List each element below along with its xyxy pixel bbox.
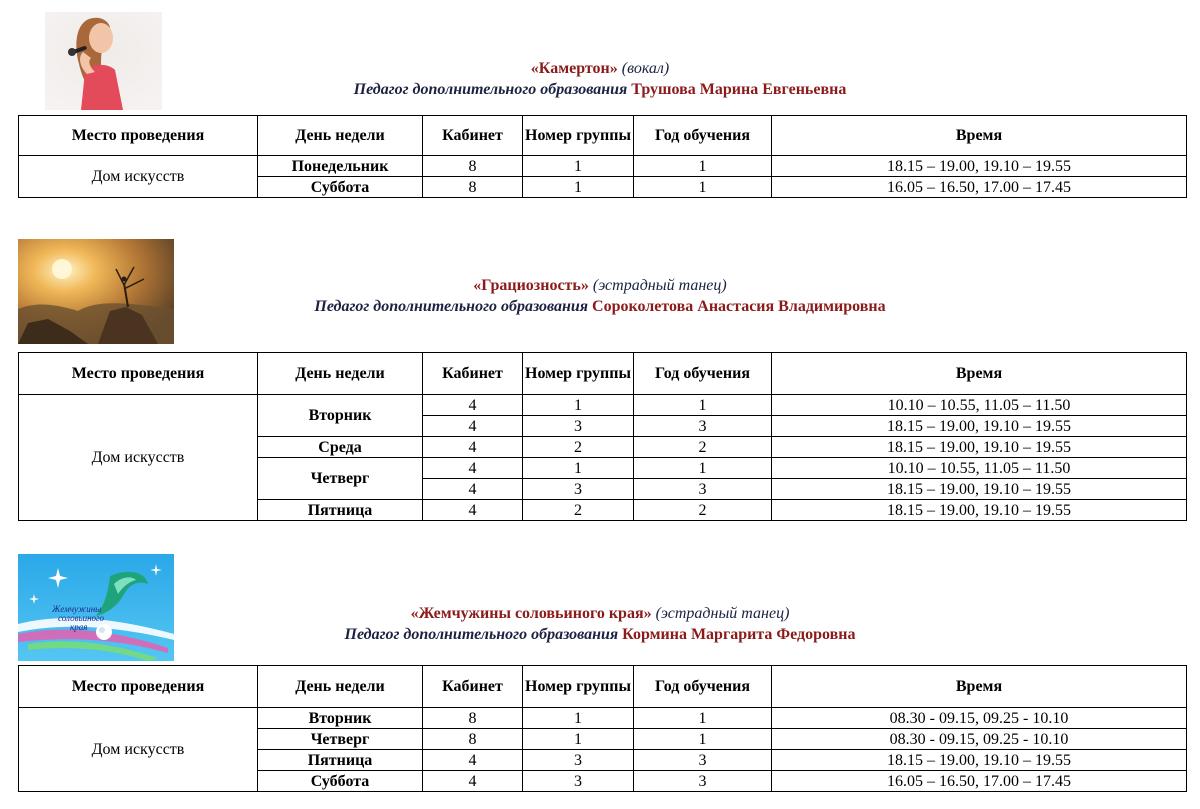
group-cell: 1	[523, 729, 634, 750]
year-cell: 3	[634, 479, 772, 500]
section-header	[0, 275, 1200, 317]
teacher-name: Кормина Маргарита Федоровна	[622, 626, 856, 643]
year-cell: 2	[634, 500, 772, 521]
teacher-name: Трушова Марина Евгеньевна	[631, 81, 847, 98]
room-cell: 8	[423, 708, 523, 729]
group-cell: 2	[523, 437, 634, 458]
year-cell: 2	[634, 437, 772, 458]
year-cell: 1	[634, 729, 772, 750]
col-header-time: Время	[772, 353, 1187, 395]
time-cell: 18.15 – 19.00, 19.10 – 19.55	[772, 500, 1187, 521]
place-cell: Дом искусств	[19, 156, 258, 198]
room-cell: 4	[423, 771, 523, 792]
col-header-room: Кабинет	[423, 353, 523, 395]
year-cell: 1	[634, 395, 772, 416]
place-cell: Дом искусств	[19, 708, 258, 792]
col-header-group: Номер группы	[523, 353, 634, 395]
schedule-table	[18, 352, 1187, 521]
day-cell: Четверг	[258, 729, 423, 750]
group-cell: 1	[523, 177, 634, 198]
room-cell: 8	[423, 177, 523, 198]
circle-type: (эстрадный танец)	[655, 605, 790, 622]
group-cell: 1	[523, 395, 634, 416]
time-cell: 08.30 - 09.15, 09.25 - 10.10	[772, 708, 1187, 729]
place-cell: Дом искусств	[19, 395, 258, 521]
room-cell: 8	[423, 729, 523, 750]
room-cell: 4	[423, 395, 523, 416]
time-cell: 16.05 – 16.50, 17.00 – 17.45	[772, 771, 1187, 792]
time-cell: 18.15 – 19.00, 19.10 – 19.55	[772, 750, 1187, 771]
year-cell: 1	[634, 177, 772, 198]
section-header	[0, 603, 1200, 645]
year-cell: 3	[634, 750, 772, 771]
col-header-group: Номер группы	[523, 116, 634, 156]
group-cell: 2	[523, 500, 634, 521]
time-cell: 10.10 – 10.55, 11.05 – 11.50	[772, 395, 1187, 416]
teacher-prefix: Педагог дополнительного образования	[344, 626, 619, 643]
col-header-time: Время	[772, 666, 1187, 708]
circle-title: «Грациозность»	[473, 277, 589, 294]
circle-title: «Камертон»	[530, 60, 618, 77]
col-header-day: День недели	[258, 666, 423, 708]
col-header-group: Номер группы	[523, 666, 634, 708]
logo-text-3: края	[70, 622, 88, 632]
time-cell: 10.10 – 10.55, 11.05 – 11.50	[772, 458, 1187, 479]
time-cell: 18.15 – 19.00, 19.10 – 19.55	[772, 437, 1187, 458]
time-cell: 18.15 – 19.00, 19.10 – 19.55	[772, 156, 1187, 177]
col-header-place: Место проведения	[19, 666, 258, 708]
room-cell: 4	[423, 500, 523, 521]
circle-title: «Жемчужины соловьиного края»	[410, 605, 652, 622]
col-header-year: Год обучения	[634, 666, 772, 708]
group-cell: 1	[523, 708, 634, 729]
time-cell: 18.15 – 19.00, 19.10 – 19.55	[772, 416, 1187, 437]
col-header-year: Год обучения	[634, 353, 772, 395]
schedule-table	[18, 665, 1187, 792]
col-header-day: День недели	[258, 353, 423, 395]
year-cell: 3	[634, 771, 772, 792]
time-cell: 16.05 – 16.50, 17.00 – 17.45	[772, 177, 1187, 198]
group-cell: 3	[523, 750, 634, 771]
col-header-place: Место проведения	[19, 116, 258, 156]
teacher-prefix: Педагог дополнительного образования	[314, 298, 589, 315]
day-cell: Среда	[258, 437, 423, 458]
room-cell: 4	[423, 458, 523, 479]
circle-type: (вокал)	[621, 60, 670, 77]
year-cell: 1	[634, 708, 772, 729]
table-row	[19, 156, 1187, 177]
col-header-day: День недели	[258, 116, 423, 156]
logo-text-1: Жемчужины	[52, 604, 102, 614]
teacher-prefix: Педагог дополнительного образования	[353, 81, 628, 98]
col-header-year: Год обучения	[634, 116, 772, 156]
day-cell: Пятница	[258, 500, 423, 521]
time-cell: 08.30 - 09.15, 09.25 - 10.10	[772, 729, 1187, 750]
group-cell: 3	[523, 479, 634, 500]
table-row	[19, 395, 1187, 416]
group-cell: 1	[523, 458, 634, 479]
day-cell: Понедельник	[258, 156, 423, 177]
day-cell: Суббота	[258, 177, 423, 198]
day-cell: Суббота	[258, 771, 423, 792]
circle-type: (эстрадный танец)	[592, 277, 727, 294]
teacher-name: Сороколетова Анастасия Владимировна	[592, 298, 886, 315]
room-cell: 4	[423, 416, 523, 437]
room-cell: 4	[423, 437, 523, 458]
group-cell: 3	[523, 416, 634, 437]
group-cell: 1	[523, 156, 634, 177]
col-header-room: Кабинет	[423, 666, 523, 708]
group-cell: 3	[523, 771, 634, 792]
time-cell: 18.15 – 19.00, 19.10 – 19.55	[772, 479, 1187, 500]
room-cell: 4	[423, 750, 523, 771]
day-cell: Четверг	[258, 458, 423, 500]
day-cell: Вторник	[258, 708, 423, 729]
year-cell: 3	[634, 416, 772, 437]
room-cell: 8	[423, 156, 523, 177]
section-header	[0, 58, 1200, 100]
schedule-table	[18, 115, 1187, 198]
col-header-time: Время	[772, 116, 1187, 156]
year-cell: 1	[634, 156, 772, 177]
logo-text-2: соловьиного	[58, 613, 105, 623]
year-cell: 1	[634, 458, 772, 479]
day-cell: Вторник	[258, 395, 423, 437]
col-header-room: Кабинет	[423, 116, 523, 156]
col-header-place: Место проведения	[19, 353, 258, 395]
table-row	[19, 708, 1187, 729]
room-cell: 4	[423, 479, 523, 500]
day-cell: Пятница	[258, 750, 423, 771]
